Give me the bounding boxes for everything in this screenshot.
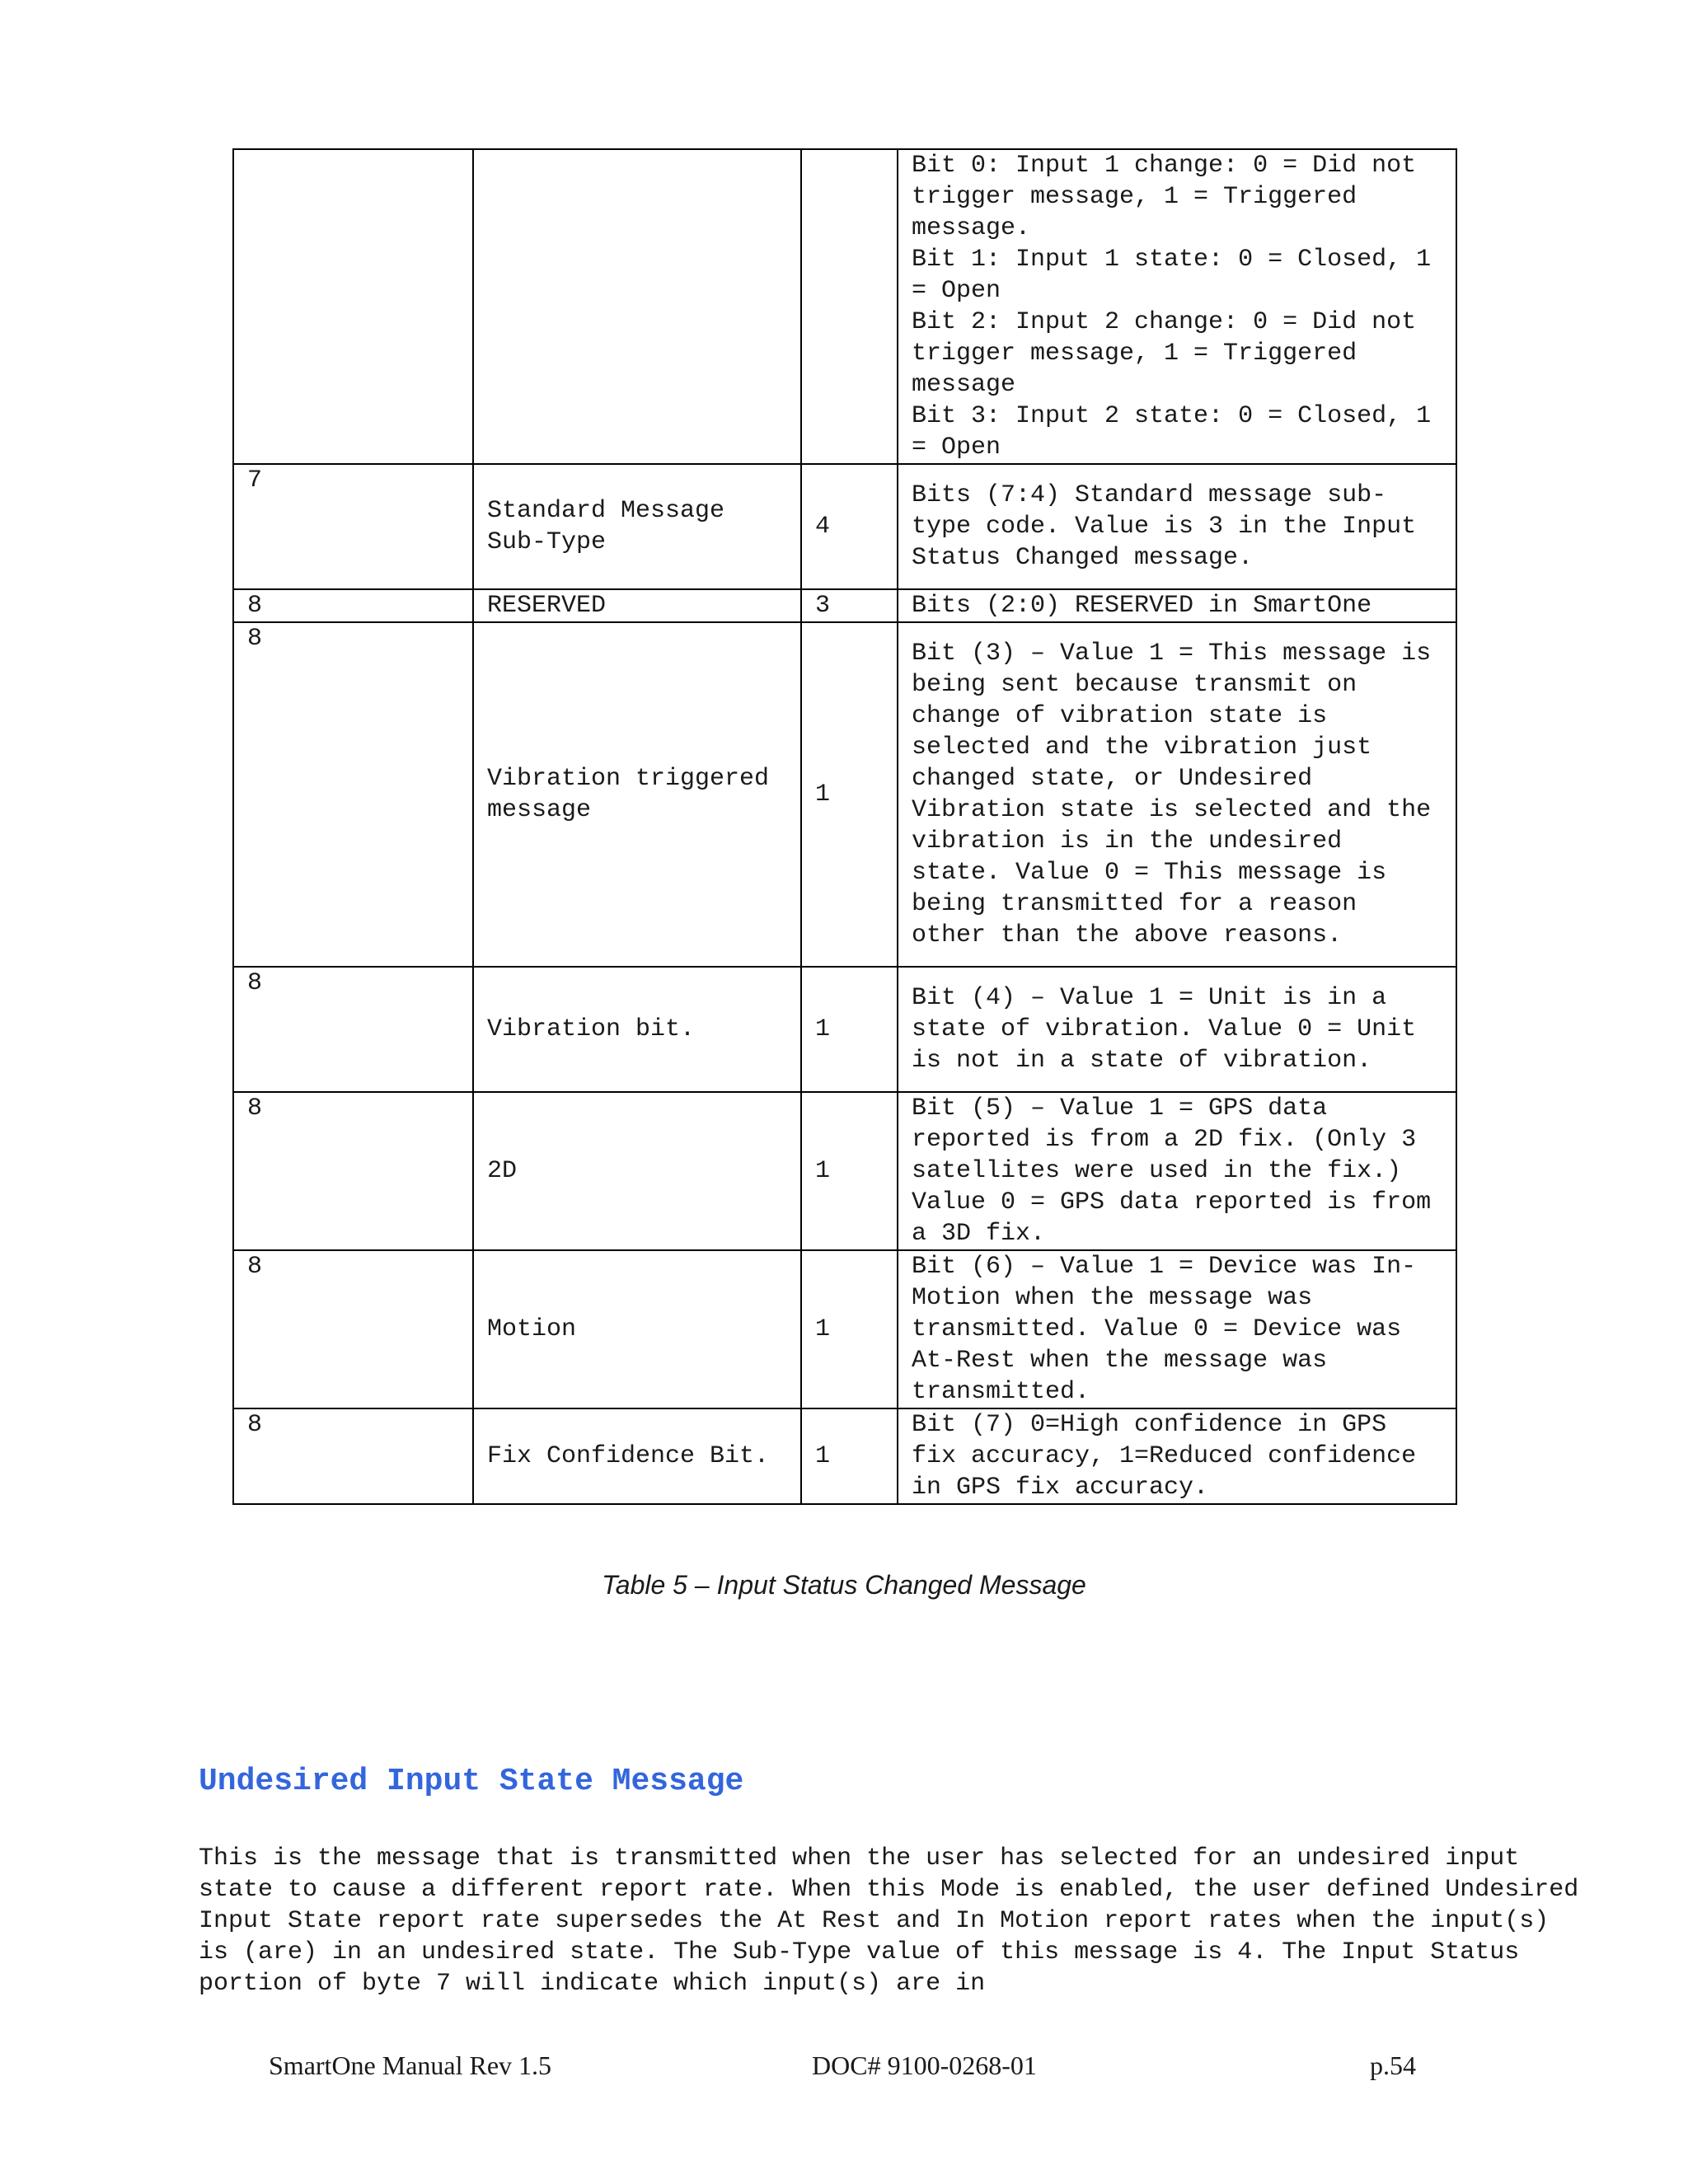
byte-cell: 7 bbox=[233, 464, 473, 589]
table-row bbox=[233, 622, 1456, 967]
bits-cell: 1 bbox=[801, 1092, 898, 1250]
section-body-text: This is the message that is transmitted when the user has selected for an undesired input state to cause a different report rate. When this Mode is enabled, the user defined Undesired Input State report rate supersedes the At Rest and In Motion report rates when the input(s) is (are) in an undesired state. The Sub-Type value of this message is 4. The Input Status portion of byte 7 will indicate which input(s) are in bbox=[199, 1844, 1579, 1998]
byte-cell: 8 bbox=[233, 589, 473, 622]
field-cell bbox=[473, 149, 801, 464]
byte-cell bbox=[233, 149, 473, 464]
description-cell: Bit (6) – Value 1 = Device was In-Motion when the message was transmitted. Value 0 = Device was At-Rest when the message was transmitted. bbox=[898, 1250, 1456, 1408]
bits-cell: 1 bbox=[801, 967, 898, 1092]
description-cell: Bit (4) – Value 1 = Unit is in a state of vibration. Value 0 = Unit is not in a state of vibration. bbox=[898, 967, 1456, 1092]
field-cell: Vibration triggered message bbox=[473, 622, 801, 967]
byte-cell: 8 bbox=[233, 967, 473, 1092]
field-cell: Fix Confidence Bit. bbox=[473, 1408, 801, 1504]
byte-cell: 8 bbox=[233, 1250, 473, 1408]
table-row bbox=[233, 1092, 1456, 1250]
field-cell: Vibration bit. bbox=[473, 967, 801, 1092]
table-row bbox=[233, 589, 1456, 622]
bits-cell: 1 bbox=[801, 622, 898, 967]
message-table-wrapper bbox=[232, 148, 1457, 1505]
byte-cell: 8 bbox=[233, 1408, 473, 1504]
footer-doc-number: DOC# 9100-0268-01 bbox=[812, 2050, 1037, 2080]
bits-cell: 1 bbox=[801, 1250, 898, 1408]
description-cell: Bit (7) 0=High confidence in GPS fix accuracy, 1=Reduced confidence in GPS fix accuracy. bbox=[898, 1408, 1456, 1504]
table-caption: Table 5 – Input Status Changed Message bbox=[602, 1570, 1086, 1600]
byte-cell: 8 bbox=[233, 622, 473, 967]
byte-cell: 8 bbox=[233, 1092, 473, 1250]
section-heading: Undesired Input State Message bbox=[199, 1764, 744, 1799]
field-cell: 2D bbox=[473, 1092, 801, 1250]
table-row bbox=[233, 967, 1456, 1092]
footer-page-number: p.54 bbox=[1370, 2050, 1416, 2080]
footer-manual-revision: SmartOne Manual Rev 1.5 bbox=[269, 2050, 552, 2080]
bits-cell: 3 bbox=[801, 589, 898, 622]
field-cell: Motion bbox=[473, 1250, 801, 1408]
table-row bbox=[233, 1408, 1456, 1504]
bits-cell: 1 bbox=[801, 1408, 898, 1504]
bits-cell: 4 bbox=[801, 464, 898, 589]
field-cell: Standard Message Sub-Type bbox=[473, 464, 801, 589]
input-status-table bbox=[232, 148, 1457, 1505]
description-cell: Bits (2:0) RESERVED in SmartOne bbox=[898, 589, 1456, 622]
description-cell: Bit (5) – Value 1 = GPS data reported is from a 2D fix. (Only 3 satellites were used in the fix.) Value 0 = GPS data reported is from a 3D fix. bbox=[898, 1092, 1456, 1250]
description-cell: Bit (3) – Value 1 = This message is being sent because transmit on change of vibration state is selected and the vibration just changed state, or Undesired Vibration state is selected and the vibration is in the undesired state. Value 0 = This message is being transmitted for a reason other than the above reasons. bbox=[898, 622, 1456, 967]
table-row bbox=[233, 149, 1456, 464]
page-footer bbox=[0, 2050, 1688, 2087]
description-cell: Bits (7:4) Standard message sub-type code. Value is 3 in the Input Status Changed message. bbox=[898, 464, 1456, 589]
table-row bbox=[233, 464, 1456, 589]
field-cell: RESERVED bbox=[473, 589, 801, 622]
description-cell: Bit 0: Input 1 change: 0 = Did not trigger message, 1 = Triggered message. Bit 1: Input 1 state: 0 = Closed, 1 = Open Bit 2: Input 2 change: 0 = Did not trigger message, 1 = Triggered message Bit 3: Input 2 state: 0 = Closed, 1 = Open bbox=[898, 149, 1456, 464]
bits-cell bbox=[801, 149, 898, 464]
table-row bbox=[233, 1250, 1456, 1408]
